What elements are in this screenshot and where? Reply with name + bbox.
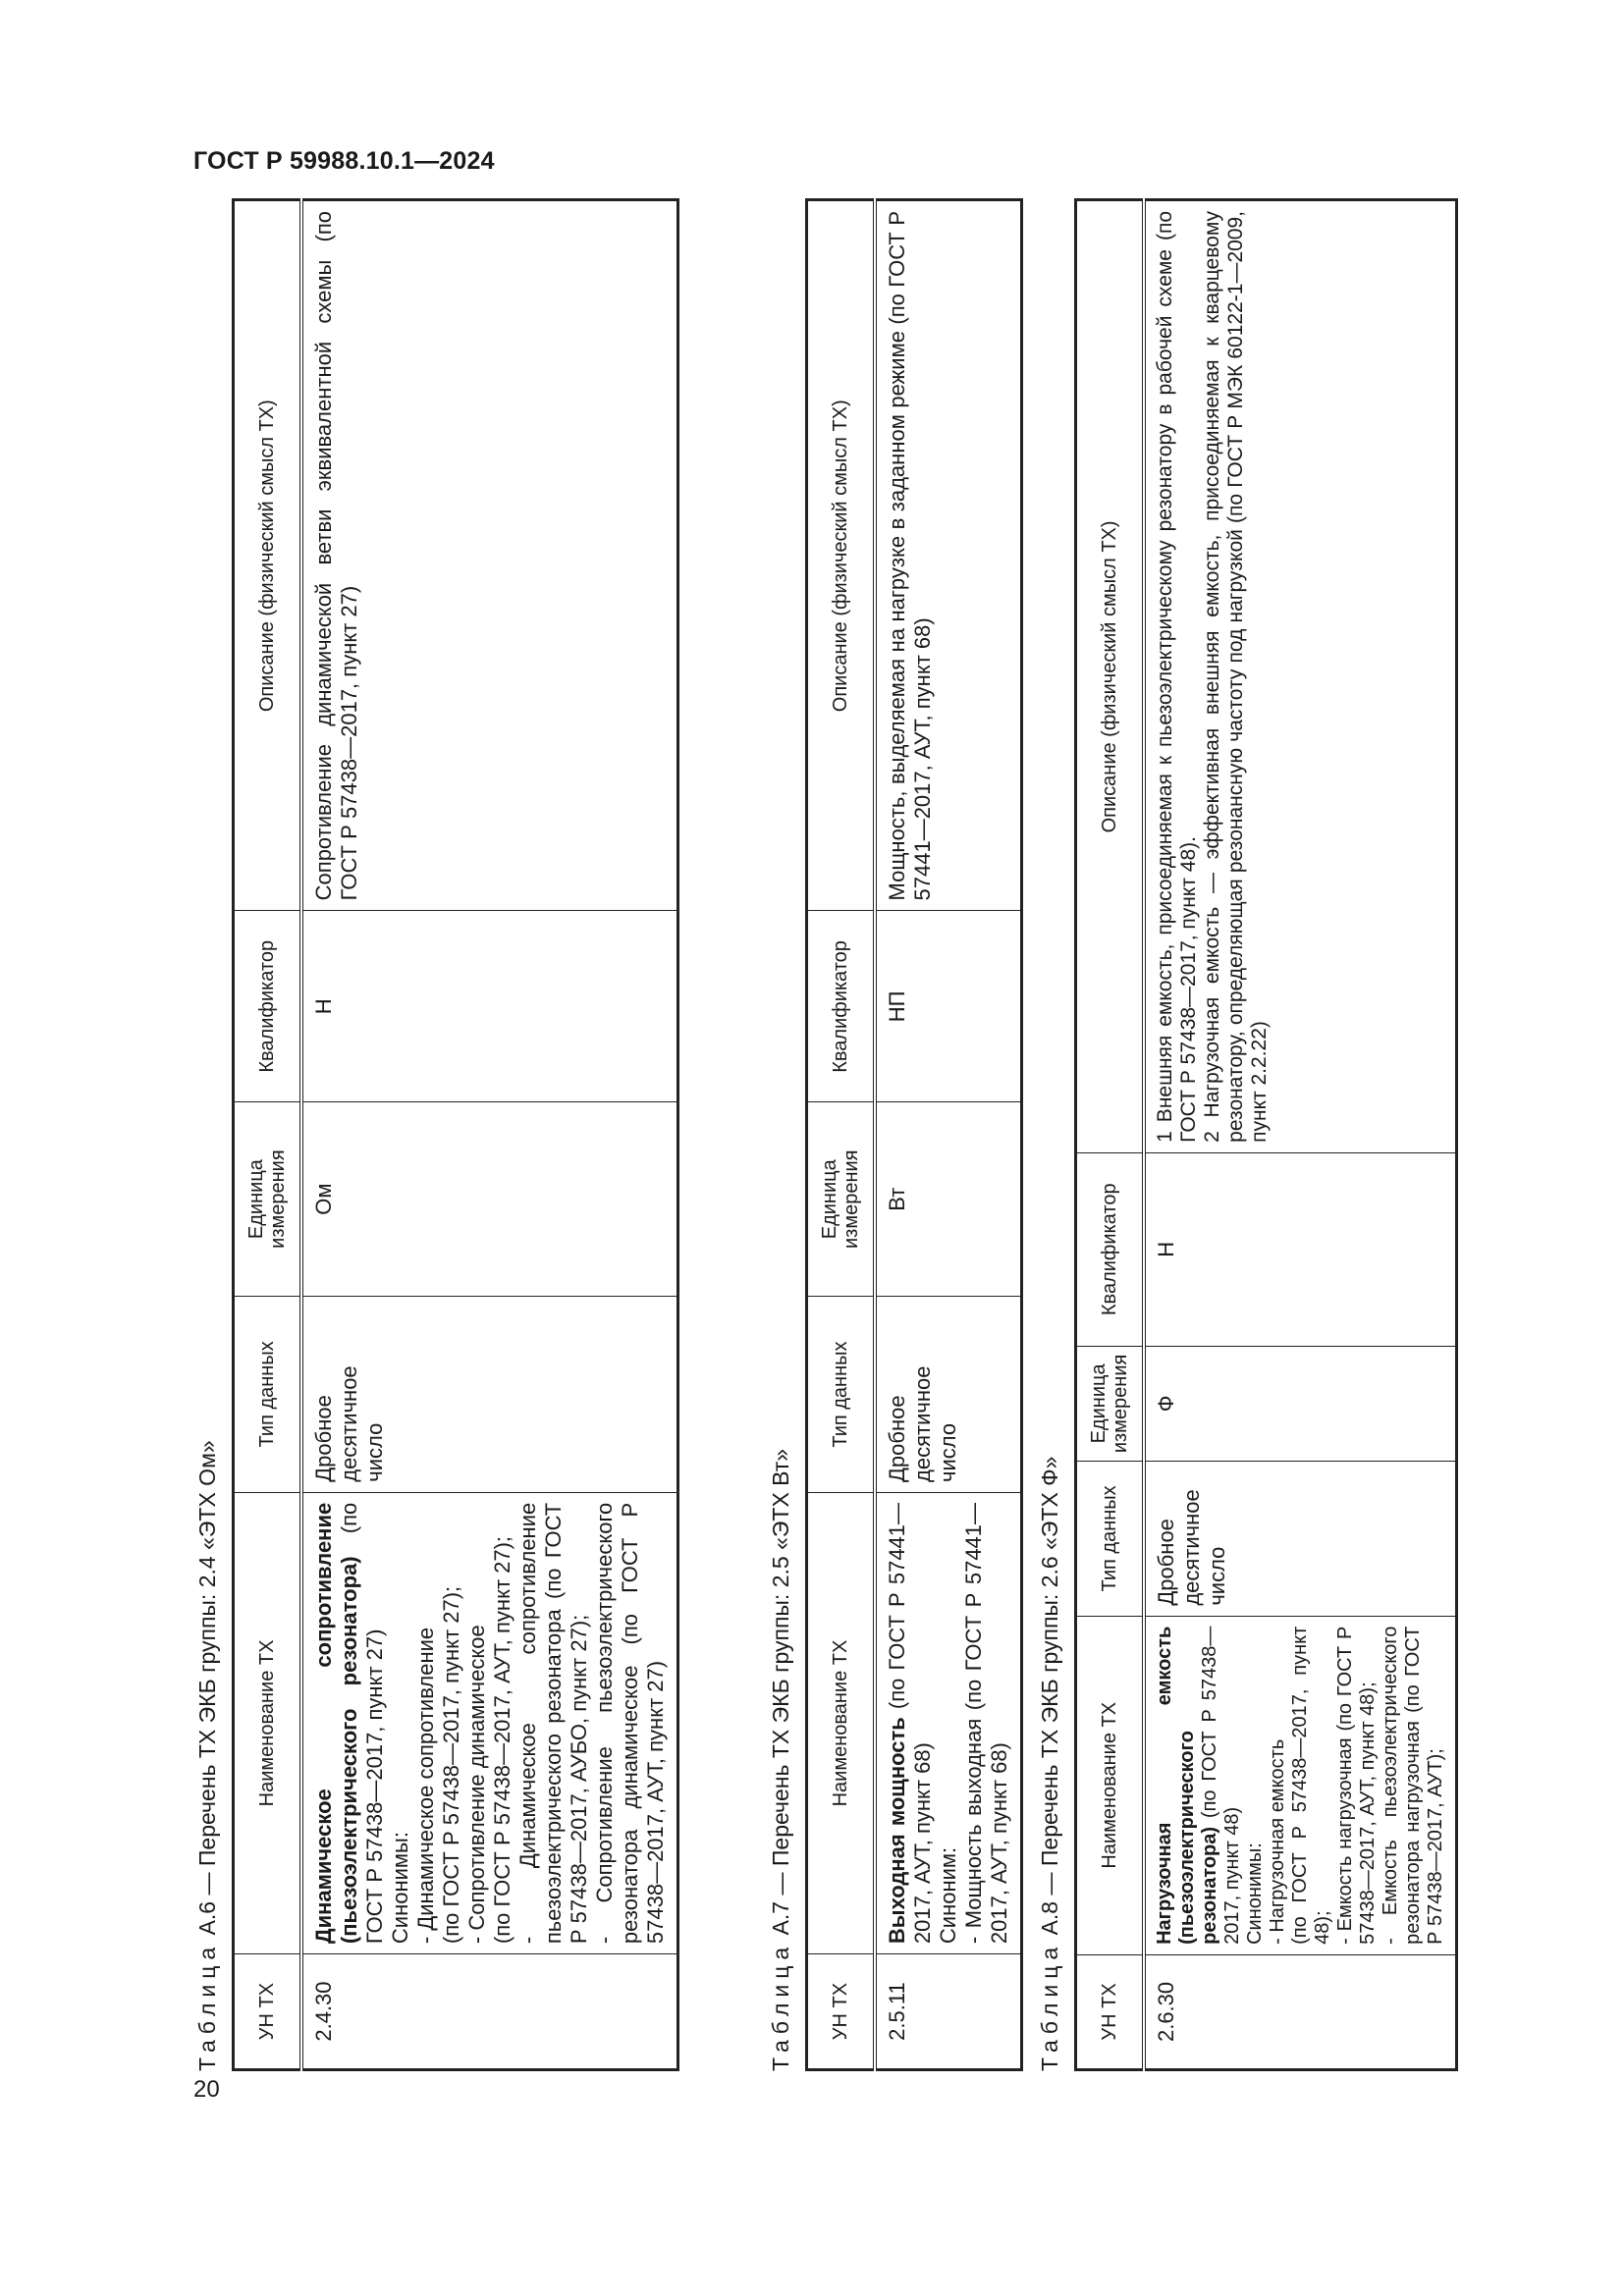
table-row — [1144, 200, 1457, 2070]
col-header-name: Наименование ТХ — [234, 1492, 302, 1953]
table-a6-caption: Таблица А.6 — Перечень ТХ ЭКБ группы: 2.4 «ЭТХ Ом» — [194, 1440, 220, 2071]
col-header-type: Тип данных — [1076, 1462, 1145, 1617]
synonyms-label: Синоним: — [936, 1846, 960, 1945]
document-code: ГОСТ Р 59988.10.1—2024 — [193, 147, 495, 175]
table-a7-caption: Таблица А.7 — Перечень ТХ ЭКБ группы: 2.5 «ЭТХ Вт» — [768, 1448, 793, 2071]
col-header-qualifier: Квалификатор — [1076, 1152, 1145, 1346]
cell-id: 2.4.30 — [301, 1954, 678, 2070]
col-header-unit: Единица измерения — [807, 1102, 876, 1297]
cell-unit: Ом — [301, 1102, 678, 1297]
col-header-id: УН ТХ — [234, 1954, 302, 2070]
cell-description — [1144, 200, 1457, 1153]
cell-description: Сопротивление динамической ветви эквивалентной схемы (по ГОСТ Р 57438—2017, пункт 27) — [301, 200, 678, 911]
cell-unit: Вт — [875, 1102, 1022, 1297]
table-header-row — [807, 200, 876, 2070]
cell-qualifier: Н — [1144, 1152, 1457, 1346]
cell-name — [1144, 1616, 1457, 1954]
synonym: - Нагрузочная емкость — [1267, 1738, 1288, 1945]
synonym: - Динамическое сопротивление — [413, 1627, 438, 1945]
synonyms-label: Синонимы: — [1244, 1842, 1266, 1945]
rotated-page-content — [177, 147, 1446, 2110]
name-rest: (по ГОСТ Р 57441—2017, АУТ, пункт 68) — [885, 1502, 935, 1945]
cell-unit: Ф — [1144, 1346, 1457, 1462]
cell-qualifier: НП — [875, 911, 1022, 1102]
cell-type: Дробное десятичное число — [301, 1296, 678, 1492]
synonym: (по ГОСТ Р 57438—2017, пункт 27); — [439, 1585, 463, 1945]
table-row — [875, 200, 1022, 2070]
description-item-1: 1 Внешняя емкость, присоединяемая к пьезоэлектрическому резонатору в рабочей схеме (по ГОСТ Р 57438—2017, пункт 48). — [1154, 211, 1200, 1143]
synonym: - Сопротивление динамическое — [464, 1625, 489, 1945]
table-row — [301, 200, 678, 2070]
col-header-id: УН ТХ — [1076, 1954, 1145, 2069]
cell-name — [301, 1492, 678, 1953]
description-item-2: 2 Нагрузочная емкость — эффективная внешняя емкость, присоединяемая к кварцевому резонатору, определяющая резонансную частоту под нагрузкой (по ГОСТ Р МЭК 60122-1—2009, пункт 2.2.22) — [1201, 211, 1271, 1143]
col-header-type: Тип данных — [234, 1296, 302, 1492]
name-bold: Динамическое сопротивление (пьезоэлектрического резонатора) — [311, 1502, 361, 1945]
table-a7 — [805, 198, 1023, 2071]
name-rest: (по ГОСТ Р 57438—2017, пункт 27) — [337, 1502, 387, 1945]
table-header-row — [1076, 200, 1145, 2070]
cell-name — [875, 1492, 1022, 1953]
synonym: - Динамическое сопротивление пьезоэлектрического резонатора (по ГОСТ Р 57438—2017, АУБО, пункт 27); — [515, 1502, 591, 1945]
col-header-description: Описание (физический смысл ТХ) — [1076, 200, 1145, 1153]
col-header-name: Наименование ТХ — [807, 1492, 876, 1953]
cell-type: Дробное десятичное число — [1144, 1462, 1457, 1617]
col-header-id: УН ТХ — [807, 1954, 876, 2070]
synonym: (по ГОСТ Р 57438—2017, АУТ, пункт 27); — [490, 1535, 514, 1945]
name-bold: Нагрузочная емкость (пьезоэлектрического резонатора) — [1154, 1626, 1220, 1945]
col-header-description: Описание (физический смысл ТХ) — [234, 200, 302, 911]
col-header-unit: Единица измерения — [1076, 1346, 1145, 1462]
synonym: - Мощность выходная (по ГОСТ Р 57441—2017, АУТ, пункт 68) — [961, 1502, 1011, 1945]
cell-description: Мощность, выделяемая на нагрузке в заданном режиме (по ГОСТ Р 57441—2017, АУТ, пункт 68) — [875, 200, 1022, 911]
name-rest: (по ГОСТ Р 57438—2017, пункт 48) — [1199, 1626, 1243, 1945]
cell-qualifier: Н — [301, 911, 678, 1102]
synonym: - Сопротивление пьезоэлектрического резонатора динамическое (по ГОСТ Р 57438—2017, АУТ, пункт 27) — [592, 1502, 668, 1945]
col-header-type: Тип данных — [807, 1297, 876, 1493]
synonym: (по ГОСТ Р 57438—2017, пункт 48); — [1289, 1626, 1333, 1945]
col-header-description: Описание (физический смысл ТХ) — [807, 200, 876, 911]
page-number: 20 — [193, 2076, 220, 2103]
synonym: - Емкость пьезоэлектрического резонатора нагрузочная (по ГОСТ Р 57438—2017, АУТ); — [1380, 1626, 1446, 1945]
synonym: - Емкость нагрузочная (по ГОСТ Р 57438—2017, АУТ, пункт 48); — [1334, 1626, 1379, 1945]
table-a8-caption: Таблица А.8 — Перечень ТХ ЭКБ группы: 2.6 «ЭТХ Ф» — [1037, 1456, 1062, 2071]
col-header-unit: Единица измерения — [234, 1102, 302, 1297]
col-header-name: Наименование ТХ — [1076, 1616, 1145, 1954]
name-bold: Выходная мощность — [885, 1717, 909, 1945]
col-header-qualifier: Квалификатор — [234, 911, 302, 1102]
table-header-row — [234, 200, 302, 2070]
cell-id: 2.5.11 — [875, 1954, 1022, 2070]
table-a6 — [232, 198, 679, 2071]
synonyms-label: Синонимы: — [388, 1832, 412, 1945]
col-header-qualifier: Квалификатор — [807, 911, 876, 1102]
cell-type: Дробное десятичное число — [875, 1297, 1022, 1493]
table-a8 — [1074, 198, 1458, 2071]
cell-id: 2.6.30 — [1144, 1954, 1457, 2069]
